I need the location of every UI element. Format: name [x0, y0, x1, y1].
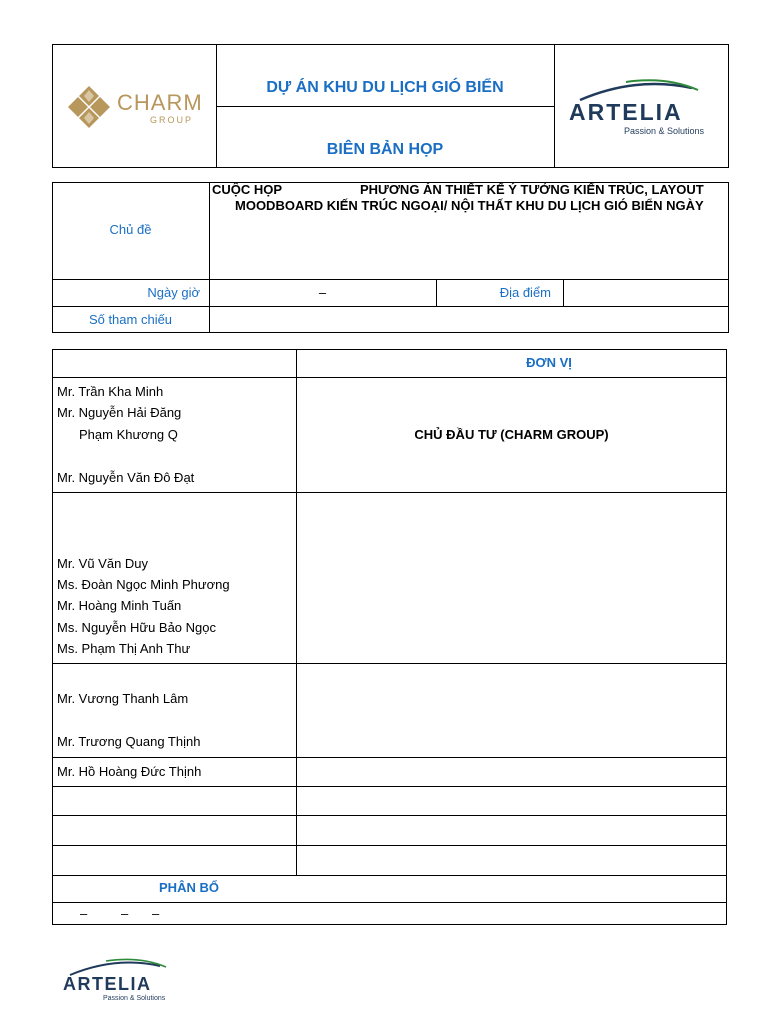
attendee-name: Mr. Trần Kha Minh — [57, 384, 164, 399]
artelia-tagline-text: Passion & Solutions — [624, 126, 705, 136]
attendees-row-line — [52, 902, 727, 903]
distribution-dash: – — [80, 906, 88, 921]
info-divider-location-right — [563, 279, 564, 306]
info-row-divider-1 — [52, 279, 729, 280]
attendee-name: Mr. Hồ Hoàng Đức Thịnh — [57, 764, 202, 779]
artelia-logo-header — [566, 76, 718, 140]
attendees-row-line — [52, 492, 727, 493]
header-divider-middle — [216, 106, 554, 107]
artelia-footer-brand-text: ARTELIA — [63, 974, 152, 994]
attendees-row-line — [52, 377, 727, 378]
attendee-name: Phạm Khương Q — [79, 427, 178, 442]
charm-brand-text: CHARM — [117, 90, 203, 115]
datetime-label: Ngày giờ — [147, 285, 200, 300]
attendee-name: Mr. Nguyễn Văn Đô Đạt — [57, 470, 195, 485]
attendees-row-line — [52, 786, 727, 787]
project-title: DỰ ÁN KHU DU LỊCH GIÓ BIỂN — [266, 79, 504, 96]
attendees-row-line — [52, 757, 727, 758]
charm-group-logo — [66, 84, 208, 136]
distribution-dash: – — [121, 906, 129, 921]
attendees-row-line — [52, 875, 727, 876]
subject-line-1: PHƯƠNG ÁN THIẾT KẾ Ý TƯỞNG KIẾN TRÚC, LAYOUT — [360, 182, 704, 197]
distribution-label: PHÂN BỔ — [159, 880, 219, 895]
datetime-value: – — [318, 285, 327, 300]
location-label: Địa điểm — [499, 285, 551, 300]
charm-diamond-logo-icon — [66, 84, 112, 132]
attendees-row-line — [52, 663, 727, 664]
attendee-name: Ms. Đoàn Ngọc Minh Phương — [57, 577, 230, 592]
attendee-name: Ms. Phạm Thị Anh Thư — [57, 641, 191, 656]
unit-column-header: ĐƠN VỊ — [526, 355, 572, 370]
attendees-row-line — [52, 815, 727, 816]
attendee-name: Mr. Nguyễn Hải Đăng — [57, 405, 182, 420]
attendees-row-line — [52, 845, 727, 846]
subject-prefix: CUỘC HỌP — [212, 182, 283, 197]
header-divider-right — [554, 44, 555, 168]
info-row-divider-2 — [52, 306, 729, 307]
attendee-unit: CHỦ ĐẦU TƯ (CHARM GROUP) — [414, 427, 609, 442]
distribution-dash: – — [152, 906, 160, 921]
attendee-name: Mr. Vũ Văn Duy — [57, 556, 149, 571]
attendee-name: Mr. Vương Thanh Lâm — [57, 691, 189, 706]
attendee-name: Ms. Nguyễn Hữu Bảo Ngọc — [57, 620, 216, 635]
charm-sub-text: GROUP — [150, 115, 194, 125]
attendee-name: Mr. Trương Quang Thịnh — [57, 734, 201, 749]
artelia-footer-tagline-text: Passion & Solutions — [103, 995, 166, 1002]
reference-label: Số tham chiếu — [88, 312, 173, 327]
subject-line-2: MOODBOARD KIẾN TRÚC NGOẠI/ NỘI THẤT KHU DU LỊCH GIÓ BIỂN NGÀY — [235, 198, 704, 213]
attendee-name: Mr. Hoàng Minh Tuấn — [57, 598, 182, 613]
document-type-title: BIÊN BẢN HỌP — [326, 141, 444, 158]
subject-label: Chủ đề — [109, 222, 152, 237]
info-label-divider — [209, 182, 210, 333]
artelia-brand-text: ARTELIA — [569, 99, 683, 125]
artelia-logo-footer — [60, 956, 180, 1006]
